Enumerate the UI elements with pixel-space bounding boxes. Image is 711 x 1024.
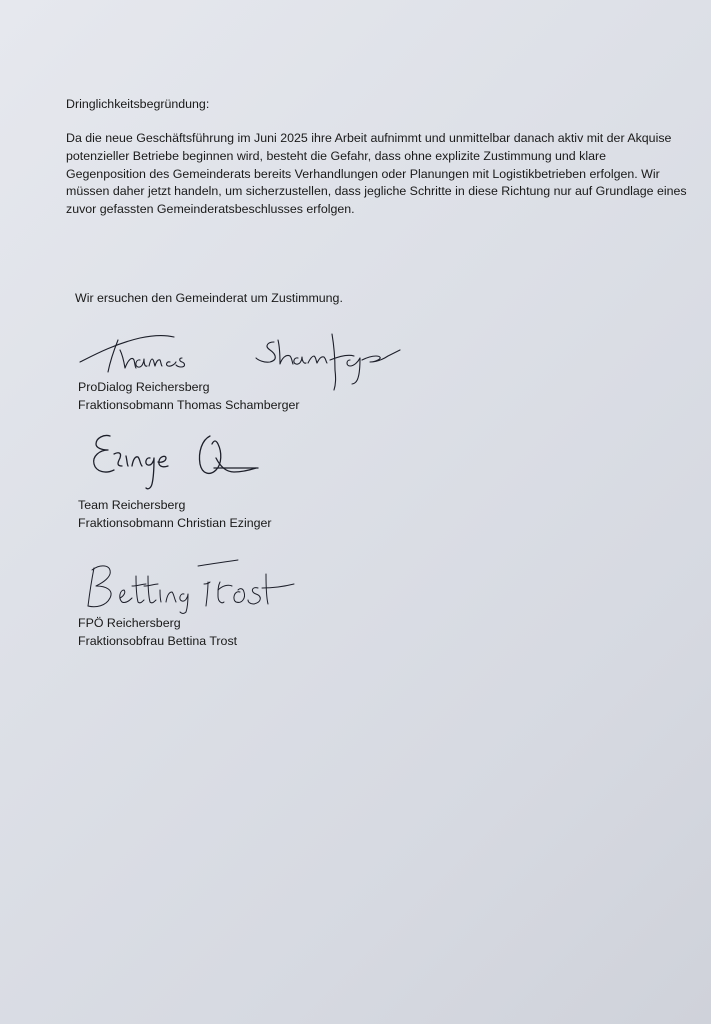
urgency-heading: Dringlichkeitsbegründung:	[66, 97, 210, 111]
signatory-role: Fraktionsobfrau Bettina Trost	[78, 633, 238, 648]
paragraph-line: zuvor gefassten Gemeinderatsbeschlusses erfolgen.	[66, 202, 355, 217]
signature-christian-ezinger	[88, 430, 268, 500]
signatory-block-1	[78, 379, 300, 414]
paragraph-line: Gegenposition des Gemeinderats bereits Verhandlungen oder Planungen mit Logistikbetrieben erfolgen. Wir	[66, 166, 660, 181]
signatory-role: Fraktionsobmann Christian Ezinger	[78, 515, 272, 530]
party-name: ProDialog Reichersberg	[78, 380, 210, 394]
paragraph-line: potenzieller Betriebe beginnen wird, besteht die Gefahr, dass ohne explizite Zustimmung und klare	[66, 148, 606, 163]
signatory-block-2	[78, 497, 272, 532]
paragraph-line: müssen daher jetzt handeln, um sicherzustellen, dass jegliche Schritte in diese Richtung nur auf Grundlage eines	[66, 184, 687, 199]
signature-bettina-trost	[80, 554, 300, 618]
paragraph-line: Da die neue Geschäftsführung im Juni 2025 ihre Arbeit aufnimmt und unmittelbar danach aktiv mit der Akquise	[66, 131, 672, 145]
signatory-role: Fraktionsobmann Thomas Schamberger	[78, 397, 300, 412]
party-name: FPÖ Reichersberg	[78, 616, 181, 630]
approval-request: Wir ersuchen den Gemeinderat um Zustimmung.	[75, 291, 343, 305]
signatory-block-3	[78, 615, 237, 650]
urgency-paragraph	[66, 130, 687, 219]
party-name: Team Reichersberg	[78, 498, 186, 512]
